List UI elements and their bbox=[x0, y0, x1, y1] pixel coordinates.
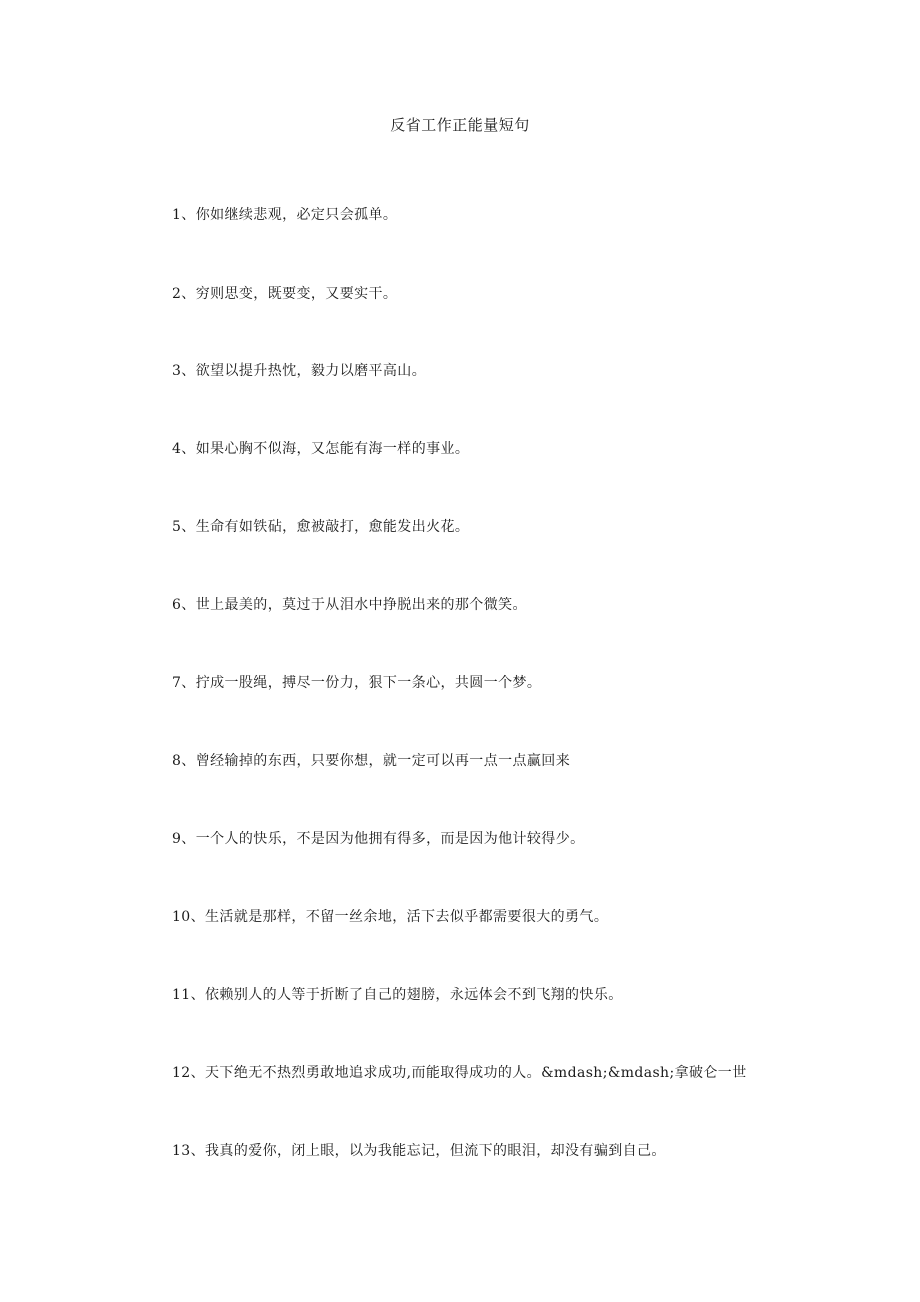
quote-item-7: 7、拧成一股绳，搏尽一份力，狠下一条心，共圆一个梦。 bbox=[172, 675, 542, 691]
quote-item-6: 6、世上最美的，莫过于从泪水中挣脱出来的那个微笑。 bbox=[172, 597, 527, 613]
quote-item-9: 9、一个人的快乐，不是因为他拥有得多，而是因为他计较得少。 bbox=[172, 831, 585, 847]
quote-item-11: 11、依赖别人的人等于折断了自己的翅膀，永远体会不到飞翔的快乐。 bbox=[172, 987, 623, 1003]
quote-item-5: 5、生命有如铁砧，愈被敲打，愈能发出火花。 bbox=[172, 519, 470, 535]
quote-item-12: 12、天下绝无不热烈勇敢地追求成功,而能取得成功的人。&mdash;&mdash;拿破仑一世 bbox=[172, 1065, 747, 1081]
quote-item-8: 8、曾经输掉的东西，只要你想，就一定可以再一点一点赢回来 bbox=[172, 753, 571, 769]
quote-item-4: 4、如果心胸不似海，又怎能有海一样的事业。 bbox=[172, 441, 470, 457]
document-title: 反省工作正能量短句 bbox=[390, 116, 530, 134]
quote-item-10: 10、生活就是那样，不留一丝余地，活下去似乎都需要很大的勇气。 bbox=[172, 909, 609, 925]
quote-item-13: 13、我真的爱你，闭上眼，以为我能忘记，但流下的眼泪，却没有骗到自己。 bbox=[172, 1143, 666, 1159]
quote-item-1: 1、你如继续悲观，必定只会孤单。 bbox=[172, 207, 398, 223]
quote-item-2: 2、穷则思变，既要变，又要实干。 bbox=[172, 286, 398, 302]
quote-item-3: 3、欲望以提升热忱，毅力以磨平高山。 bbox=[172, 363, 427, 379]
